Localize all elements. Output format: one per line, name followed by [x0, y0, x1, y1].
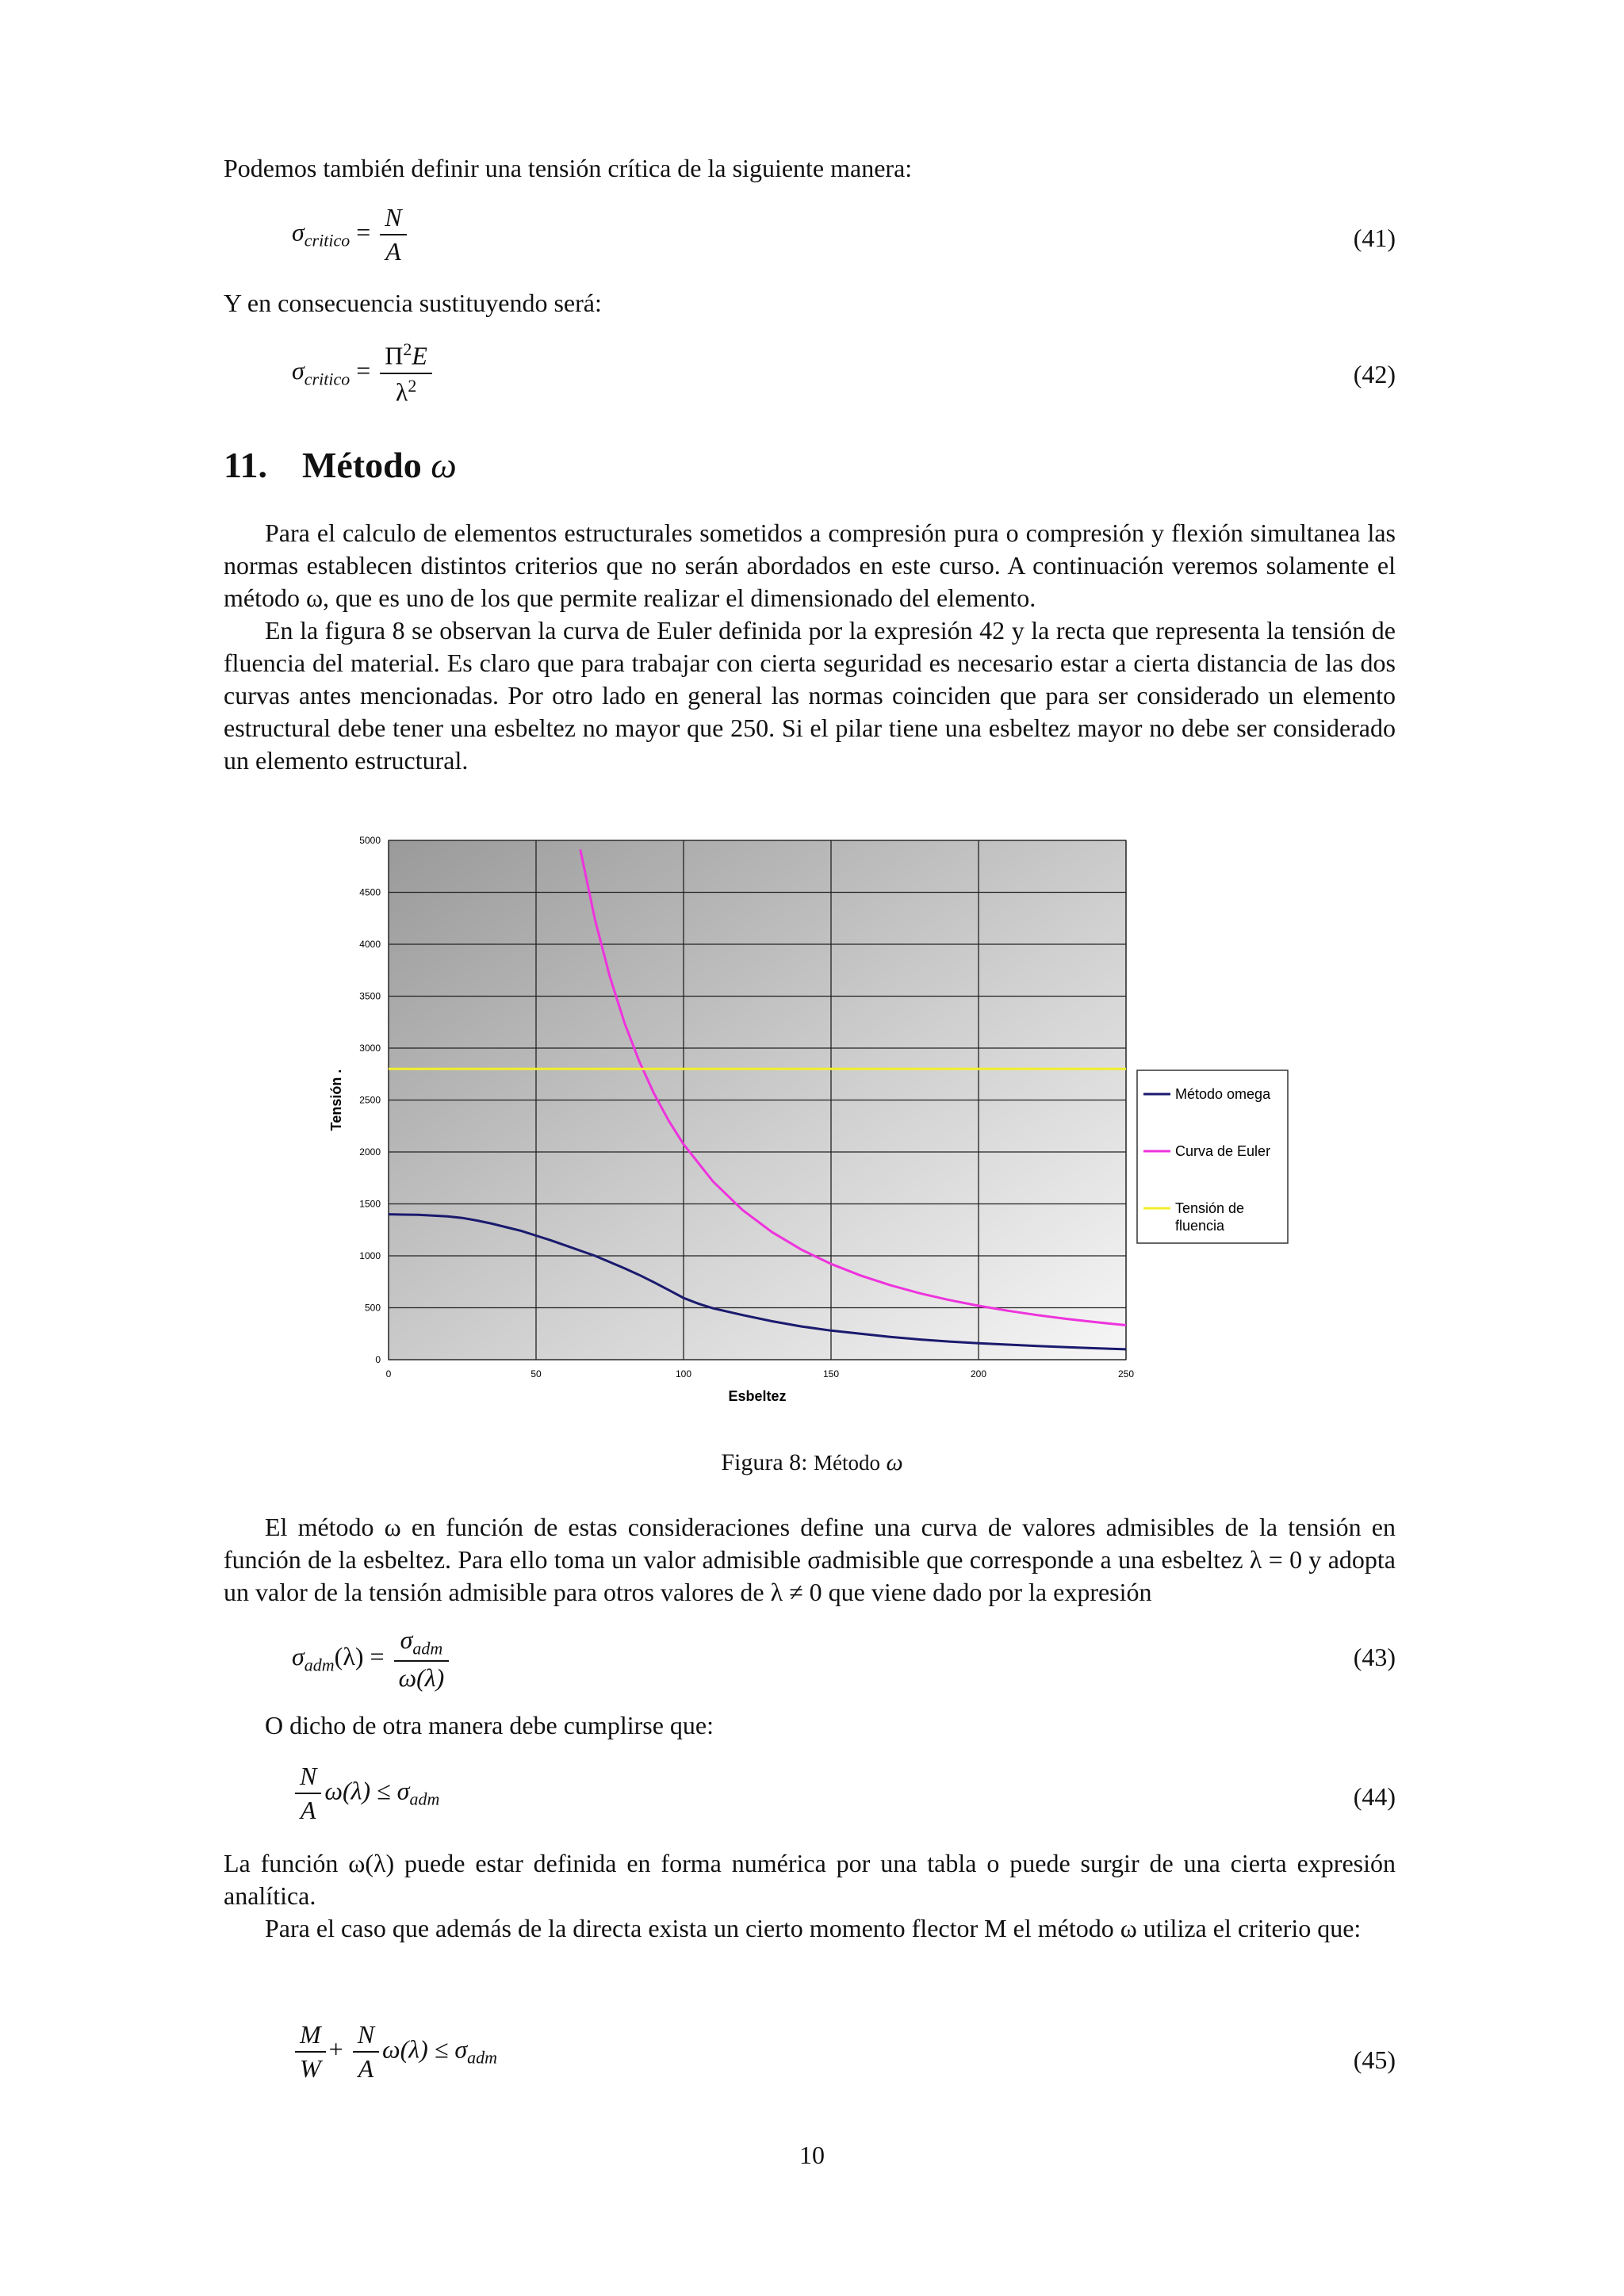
y-tick-label: 1500 [359, 1198, 381, 1210]
eq42-numerator: $\Pi^2E$ [380, 339, 432, 374]
paragraph-4: O dicho de otra manera debe cumplirse que: [265, 1711, 714, 1739]
paragraph-2: En la figura 8 se observan la curva de Euler definida por la expresión 42 y la recta que representa la tensión de fluencia del material. Es claro que para trabajar con cierta seguridad es necesario estar a cierta distancia de las dos curvas antes mencionadas. Por otro lado en general las normas coinciden que para ser considerado un elemento estructural debe tener una esbeltez no mayor que 250. Si el pilar tiene una esbeltez mayor no debe ser considerado un elemento estructural. [224, 616, 1396, 775]
legend-label: Tensión de fluencia [1175, 1200, 1245, 1234]
eq45-fraction-2: $\frac{N}{A}$ [353, 2020, 379, 2084]
equation-45: $\frac{M}{W}$ + $\frac{N}{A}$ $\omega(\lambda) \le \sigma_{adm}$ [292, 2020, 497, 2084]
chart-svg [325, 825, 1324, 1427]
paragraph-6: Para el caso que además de la directa exista un cierto momento flector M el método ω utiliza el criterio que: [265, 1914, 1362, 1942]
eq42-lhs-sub: critico [304, 369, 350, 389]
y-tick-label: 0 [375, 1354, 381, 1365]
y-tick-label: 2000 [359, 1146, 381, 1158]
x-tick-label: 0 [385, 1368, 392, 1380]
figure-caption [0, 1449, 1624, 1476]
y-tick-label: 5000 [359, 835, 381, 846]
consequence-text: Y en consecuencia sustituyendo será: [224, 289, 602, 317]
eq41-lhs-sub: critico [304, 230, 350, 251]
equation-number-41: (41) [1353, 224, 1396, 252]
legend-label: Curva de Euler [1175, 1143, 1271, 1159]
eq43-denominator: ω(λ) [398, 1663, 445, 1693]
equation-41: $\sigma_{critico}$ = $\frac{N}{A}$ [292, 203, 410, 266]
figure-caption-text: Método [813, 1451, 880, 1475]
section-number: 11. [224, 445, 267, 485]
eq42-fraction [380, 339, 432, 407]
y-tick-label: 4000 [359, 939, 381, 950]
section-heading [224, 444, 457, 486]
eq43-numerator: $\sigma_{adm}$ [394, 1625, 450, 1662]
paragraph-1: Para el calculo de elementos estructurales sometidos a compresión pura o compresión y flexión simultanea las normas establecen distintos criterios que no serán abordados en este curso. A continuación veremos solamente el método ω, que es uno de los que permite realizar el dimensionado del elemento. [224, 519, 1396, 612]
eq43-fraction [394, 1625, 450, 1693]
y-tick-label: 4500 [359, 886, 381, 898]
equation-number-45: (45) [1353, 2045, 1396, 2074]
y-tick-label: 500 [364, 1302, 381, 1314]
equation-number-43: (43) [1353, 1643, 1396, 1671]
x-tick-label: 150 [822, 1368, 840, 1380]
x-tick-label: 100 [675, 1368, 692, 1380]
eq41-fraction [380, 203, 406, 266]
eq41-denominator: A [385, 237, 401, 266]
y-tick-label: 1000 [359, 1250, 381, 1261]
eq41-lhs: σ [292, 217, 304, 247]
section-symbol: ω [431, 445, 457, 485]
eq45-fraction-1: $\frac{M}{W}$ [295, 2020, 326, 2084]
figure-caption-symbol: ω [886, 1449, 903, 1475]
legend [1137, 1070, 1288, 1243]
y-tick-label: 2500 [359, 1094, 381, 1106]
x-tick-label: 250 [1117, 1368, 1135, 1380]
paragraph-3: El método ω en función de estas consideraciones define una curva de valores admisibles de la tensión en función de la esbeltez. Para ello toma un valor admisible σadmisible que corresponde a una esbeltez λ = 0 y adopta un valor de la tensión admisible para otros valores de λ ≠ 0 que viene dado por la expresión [224, 1513, 1396, 1606]
eq44-fraction: $\frac{N}{A}$ [295, 1762, 321, 1825]
y-tick-label: 3000 [359, 1043, 381, 1054]
equation-43: $\sigma_{adm}(\lambda)$ = $\frac{\sigma_{adm}}{\omega(\lambda)}$ [292, 1625, 452, 1693]
eq42-denominator: $\lambda^2$ [395, 375, 417, 407]
eq41-numerator: N [380, 203, 406, 235]
legend-label: Método omega [1175, 1086, 1271, 1102]
intro-text: Podemos también definir una tensión crítica de la siguiente manera: [224, 154, 913, 182]
figure-8-chart [325, 825, 1324, 1427]
x-axis-label: Esbeltez [728, 1388, 787, 1404]
paragraph-5: La función ω(λ) puede estar definida en forma numérica por una tabla o puede surgir de una cierta expresión analítica. [224, 1849, 1396, 1910]
y-tick-label: 3500 [359, 990, 381, 1002]
x-tick-label: 50 [530, 1368, 542, 1380]
x-tick-labels [386, 1368, 1135, 1380]
equation-44: $\frac{N}{A}$ $\omega(\lambda) \le \sigma_{adm}$ [292, 1762, 439, 1825]
section-title-text: Método [301, 445, 422, 485]
x-tick-label: 200 [970, 1368, 987, 1380]
y-axis-label: Tensión . [328, 1069, 344, 1131]
equation-number-42: (42) [1353, 360, 1396, 388]
y-tick-labels [359, 835, 381, 1365]
figure-caption-label: Figura 8: [721, 1449, 808, 1475]
equation-number-44: (44) [1353, 1782, 1396, 1811]
equation-42: $\sigma_{critico}$ = $\frac{\Pi^2E}{\lambda^2}$ [292, 339, 435, 407]
eq42-lhs: σ [292, 356, 304, 385]
page-number: 10 [799, 2141, 825, 2169]
